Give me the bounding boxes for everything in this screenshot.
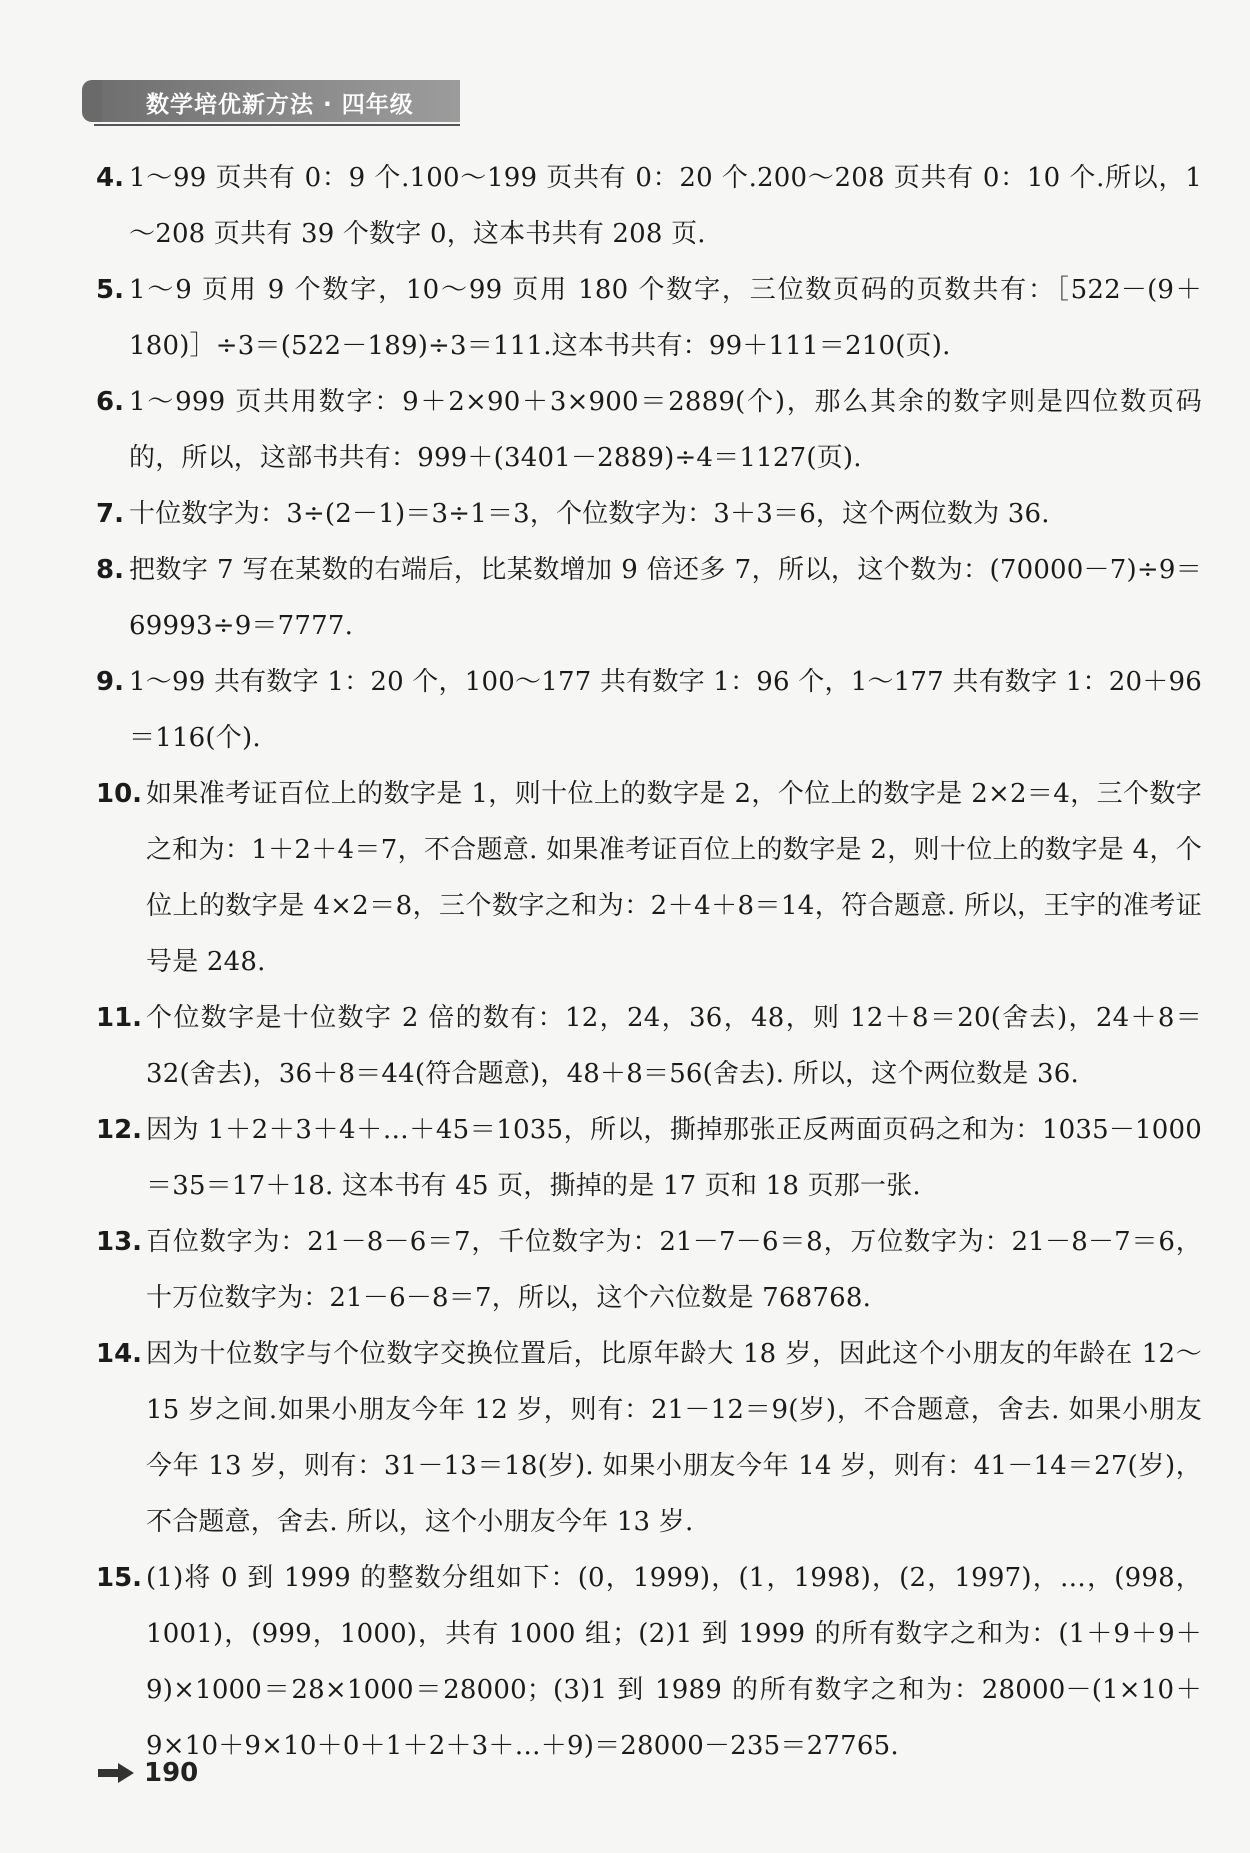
arrow-right-icon: [96, 1761, 136, 1785]
answer-number: 9.: [96, 667, 124, 697]
answer-text: 因为 1＋2＋3＋4＋…＋45＝1035，所以，撕掉那张正反两面页码之和为：1035－1000＝35＝17＋18. 这本书有 45 页，撕掉的是 17 页和 18 页那一张.: [146, 1115, 1202, 1201]
answer-number: 10.: [96, 779, 143, 809]
answer-item: [96, 766, 1202, 990]
answer-item: [96, 542, 1202, 654]
answer-text: 如果准考证百位上的数字是 1，则十位上的数字是 2，个位上的数字是 2×2＝4，三个数字之和为：1＋2＋4＝7，不合题意. 如果准考证百位上的数字是 2，则十位上的数字是 4，个位上的数字是 4×2＝8，三个数字之和为：2＋4＋8＝14，符合题意. 所以，王宇的准考证号是 248.: [146, 779, 1202, 977]
answer-text: (1)将 0 到 1999 的整数分组如下：(0，1999)，(1，1998)，(2，1997)，…，(998，1001)，(999，1000)，共有 1000 组；(2)1 到 1999 的所有数字之和为：(1＋9＋9＋9)×1000＝28×1000＝28000；(3)1 到 1989 的所有数字之和为：28000－(1×10＋9×10＋9×10＋0＋1＋2＋3＋…＋9)＝28000－235＝27765.: [146, 1563, 1202, 1761]
answer-text: 1～9 页用 9 个数字，10～99 页用 180 个数字，三位数页码的页数共有：［522－(9＋180)］÷3＝(522－189)÷3＝111.这本书共有：99＋111＝210(页).: [129, 275, 1202, 361]
answer-text: 个位数字是十位数字 2 倍的数有：12，24，36，48，则 12＋8＝20(舍去)，24＋8＝32(舍去)，36＋8＝44(符合题意)，48＋8＝56(舍去). 所以，这个两位数是 36.: [146, 1003, 1202, 1089]
answer-item: [96, 1326, 1202, 1550]
answer-text: 十位数字为：3÷(2－1)＝3÷1＝3，个位数字为：3＋3＝6，这个两位数为 36.: [129, 499, 1050, 529]
answer-item: [96, 374, 1202, 486]
answer-item: [96, 1102, 1202, 1214]
answer-number: 6.: [96, 387, 124, 417]
answer-item: [96, 990, 1202, 1102]
answer-number: 12.: [96, 1115, 143, 1145]
answer-number: 13.: [96, 1227, 143, 1257]
answer-text: 1～999 页共用数字：9＋2×90＋3×900＝2889(个)，那么其余的数字则是四位数页码的，所以，这部书共有：999＋(3401－2889)÷4＝1127(页).: [129, 387, 1202, 473]
answer-text: 把数字 7 写在某数的右端后，比某数增加 9 倍还多 7，所以，这个数为：(70000－7)÷9＝69993÷9＝7777.: [129, 555, 1202, 641]
page-number: 190: [144, 1758, 199, 1788]
answer-text: 百位数字为：21－8－6＝7，千位数字为：21－7－6＝8，万位数字为：21－8－7＝6，十万位数字为：21－6－8＝7，所以，这个六位数是 768768.: [146, 1227, 1202, 1313]
page-footer: [96, 1758, 198, 1788]
book-title: 数学培优新方法 · 四年级: [146, 92, 414, 118]
answer-text: 1～99 页共有 0：9 个.100～199 页共有 0：20 个.200～208 页共有 0：10 个.所以，1～208 页共有 39 个数字 0，这本书共有 208 页.: [129, 163, 1202, 249]
answer-number: 5.: [96, 275, 124, 305]
answer-text: 1～99 共有数字 1：20 个，100～177 共有数字 1：96 个，1～177 共有数字 1：20＋96＝116(个).: [129, 667, 1202, 753]
answer-number: 7.: [96, 499, 124, 529]
header-banner: [94, 80, 460, 122]
answer-item: [96, 1214, 1202, 1326]
answer-list: [96, 150, 1202, 1774]
answer-item: [96, 150, 1202, 262]
answer-item: [96, 654, 1202, 766]
answer-item: [96, 486, 1202, 542]
answer-item: [96, 262, 1202, 374]
answer-number: 15.: [96, 1563, 143, 1593]
header-divider: [94, 124, 460, 126]
answer-number: 11.: [96, 1003, 143, 1033]
answer-text: 因为十位数字与个位数字交换位置后，比原年龄大 18 岁，因此这个小朋友的年龄在 12～15 岁之间.如果小朋友今年 12 岁，则有：21－12＝9(岁)，不合题意，舍去. 如果小朋友今年 13 岁，则有：31－13＝18(岁). 如果小朋友今年 14 岁，则有：41－14＝27(岁)，不合题意，舍去. 所以，这个小朋友今年 13 岁.: [146, 1339, 1202, 1537]
answer-number: 14.: [96, 1339, 143, 1369]
answer-number: 8.: [96, 555, 124, 585]
answer-item: [96, 1550, 1202, 1774]
answer-number: 4.: [96, 163, 124, 193]
